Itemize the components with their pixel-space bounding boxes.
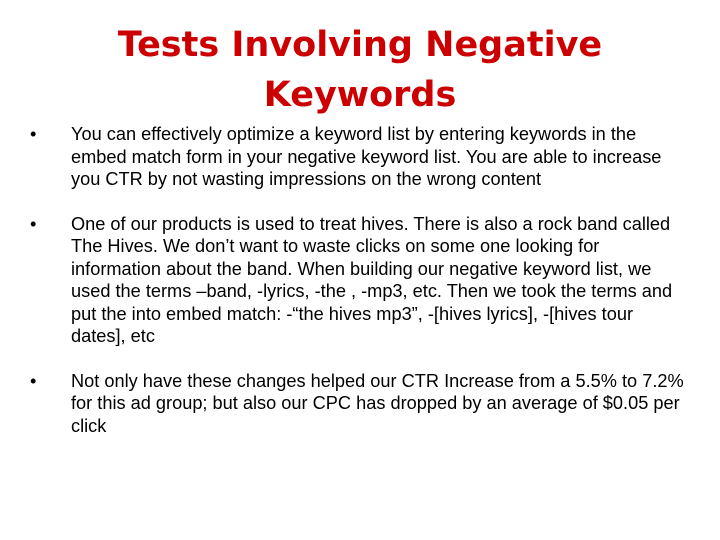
bullet-text: One of our products is used to treat hives. There is also a rock band called The Hives. We don’t want to waste clicks on some one looking for information about the band. When building our negative keyword list, we used the terms –band, -lyrics, -the , -mp3, etc. Then we took the terms and put the into embed match: -“the hives mp3”, -[hives lyrics], -[hives tour dates], etc	[71, 213, 673, 346]
bullet-text: You can effectively optimize a keyword list by entering keywords in the embed match form in your negative keyword list. You are able to increase you CTR by not wasting impressions on the wrong content	[71, 124, 662, 189]
bullet-list	[30, 123, 690, 459]
slide-title-line-2: Keywords	[263, 75, 457, 115]
bullet-dot-icon: •	[30, 213, 37, 234]
bullet-item	[30, 370, 690, 438]
bullet-item	[30, 213, 690, 348]
bullet-item	[30, 123, 690, 191]
bullet-dot-icon: •	[30, 370, 37, 391]
slide-title	[60, 20, 660, 120]
bullet-dot-icon: •	[30, 124, 37, 144]
bullet-text: Not only have these changes helped our CTR Increase from a 5.5% to 7.2% for this ad group; but also our CPC has dropped by an average of $0.05 per click	[71, 370, 684, 436]
slide-title-line-1: Tests Involving Negative	[117, 25, 603, 65]
